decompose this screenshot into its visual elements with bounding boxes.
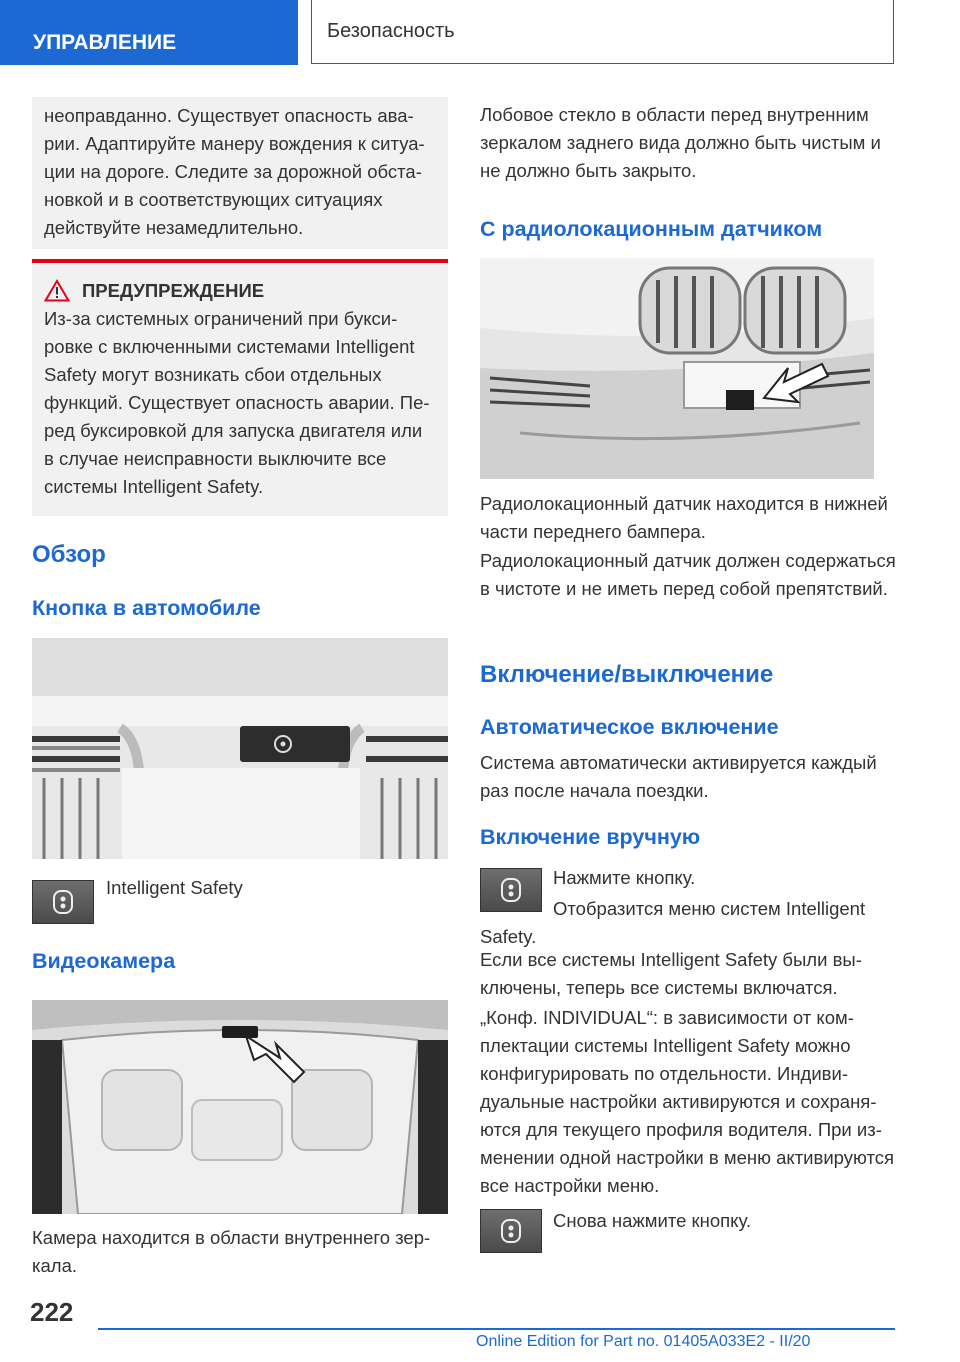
dashboard-button-photo (32, 638, 448, 859)
all-off-text: Если все системы Intelligent Safety были выключены, теперь все системы включатся. (480, 949, 862, 998)
intelligent-safety-icon (500, 878, 522, 902)
camera-location-text: Камера находится в области внутреннего зеркала. (32, 1227, 431, 1276)
footer-edition: Online Edition for Part no. 01405A033E2 - II/20 (476, 1333, 811, 1350)
radar-sensor-photo (480, 258, 874, 479)
windshield-text: Лобовое стекло в области перед внутренним зеркалом заднего вида должно быть чистым и не должно быть закрыто. (480, 104, 881, 181)
intelligent-safety-button-icon (480, 1209, 542, 1253)
intelligent-safety-button-icon (32, 880, 94, 924)
warning-text: Из-за системных ограничений при буксировке с включенными системами Intelligent Safety могут возникать сбои отдельных функций. Существует опасность аварии. Перед буксировкой для запуска двигателя или в случае неисправности выключите все системы Intelligent Safety. (44, 308, 430, 497)
camera-location-photo (32, 1000, 448, 1214)
page-number: 222 (30, 1297, 74, 1327)
warning-title: ПРЕДУПРЕЖДЕНИЕ (82, 279, 265, 301)
section-tab: УПРАВЛЕНИЕ (0, 0, 298, 65)
menu-text-line2: Safety. (480, 926, 537, 947)
footer-rule (98, 1328, 895, 1330)
intelligent-safety-icon (52, 890, 74, 914)
menu-text-line1: Отобразится меню систем Intelligent (553, 898, 866, 919)
onoff-heading: Включение/выключение (480, 661, 774, 688)
button-caption: Intelligent Safety (106, 877, 243, 898)
intelligent-safety-icon (500, 1219, 522, 1243)
intro-box (32, 97, 448, 249)
radar-heading: С радиолокационным датчиком (480, 217, 823, 241)
intelligent-safety-button-icon (480, 868, 542, 912)
individual-config-text: „Конф. INDIVIDUAL“: в зависимости от комплектации системы Intelligent Safety можно конфигурировать по отдельности. Индивидуальные настройки активируются и сохраняются для текущего профиля водителя. При изменении одной настройки в меню активируются все настройки меню. (480, 1007, 895, 1196)
warning-box (32, 259, 448, 516)
camera-heading: Видеокамера (32, 949, 176, 973)
button-location-heading: Кнопка в автомобиле (32, 596, 261, 620)
intro-text: неоправданно. Существует опасность аварии. Адаптируйте манеру вождения к ситуации на дороге. Следите за дорожной обстановкой и в соответствующих ситуациях действуйте незамедлительно. (44, 105, 425, 238)
radar-clean-text: Радиолокационный датчик должен содержаться в чистоте и не иметь перед собой препятствий. (480, 550, 896, 599)
press-button-text: Нажмите кнопку. (553, 867, 696, 888)
auto-activation-heading: Автоматическое включение (480, 715, 779, 739)
press-again-text: Снова нажмите кнопку. (553, 1210, 751, 1231)
manual-activation-heading: Включение вручную (480, 825, 701, 849)
overview-heading: Обзор (32, 541, 106, 568)
chapter-title: Безопасность (327, 20, 455, 42)
warning-triangle-icon (44, 279, 70, 302)
radar-location-text: Радиолокационный датчик находится в нижней части переднего бампера. (480, 493, 888, 542)
auto-activation-text: Система автоматически активируется каждый раз после начала поездки. (480, 752, 877, 801)
